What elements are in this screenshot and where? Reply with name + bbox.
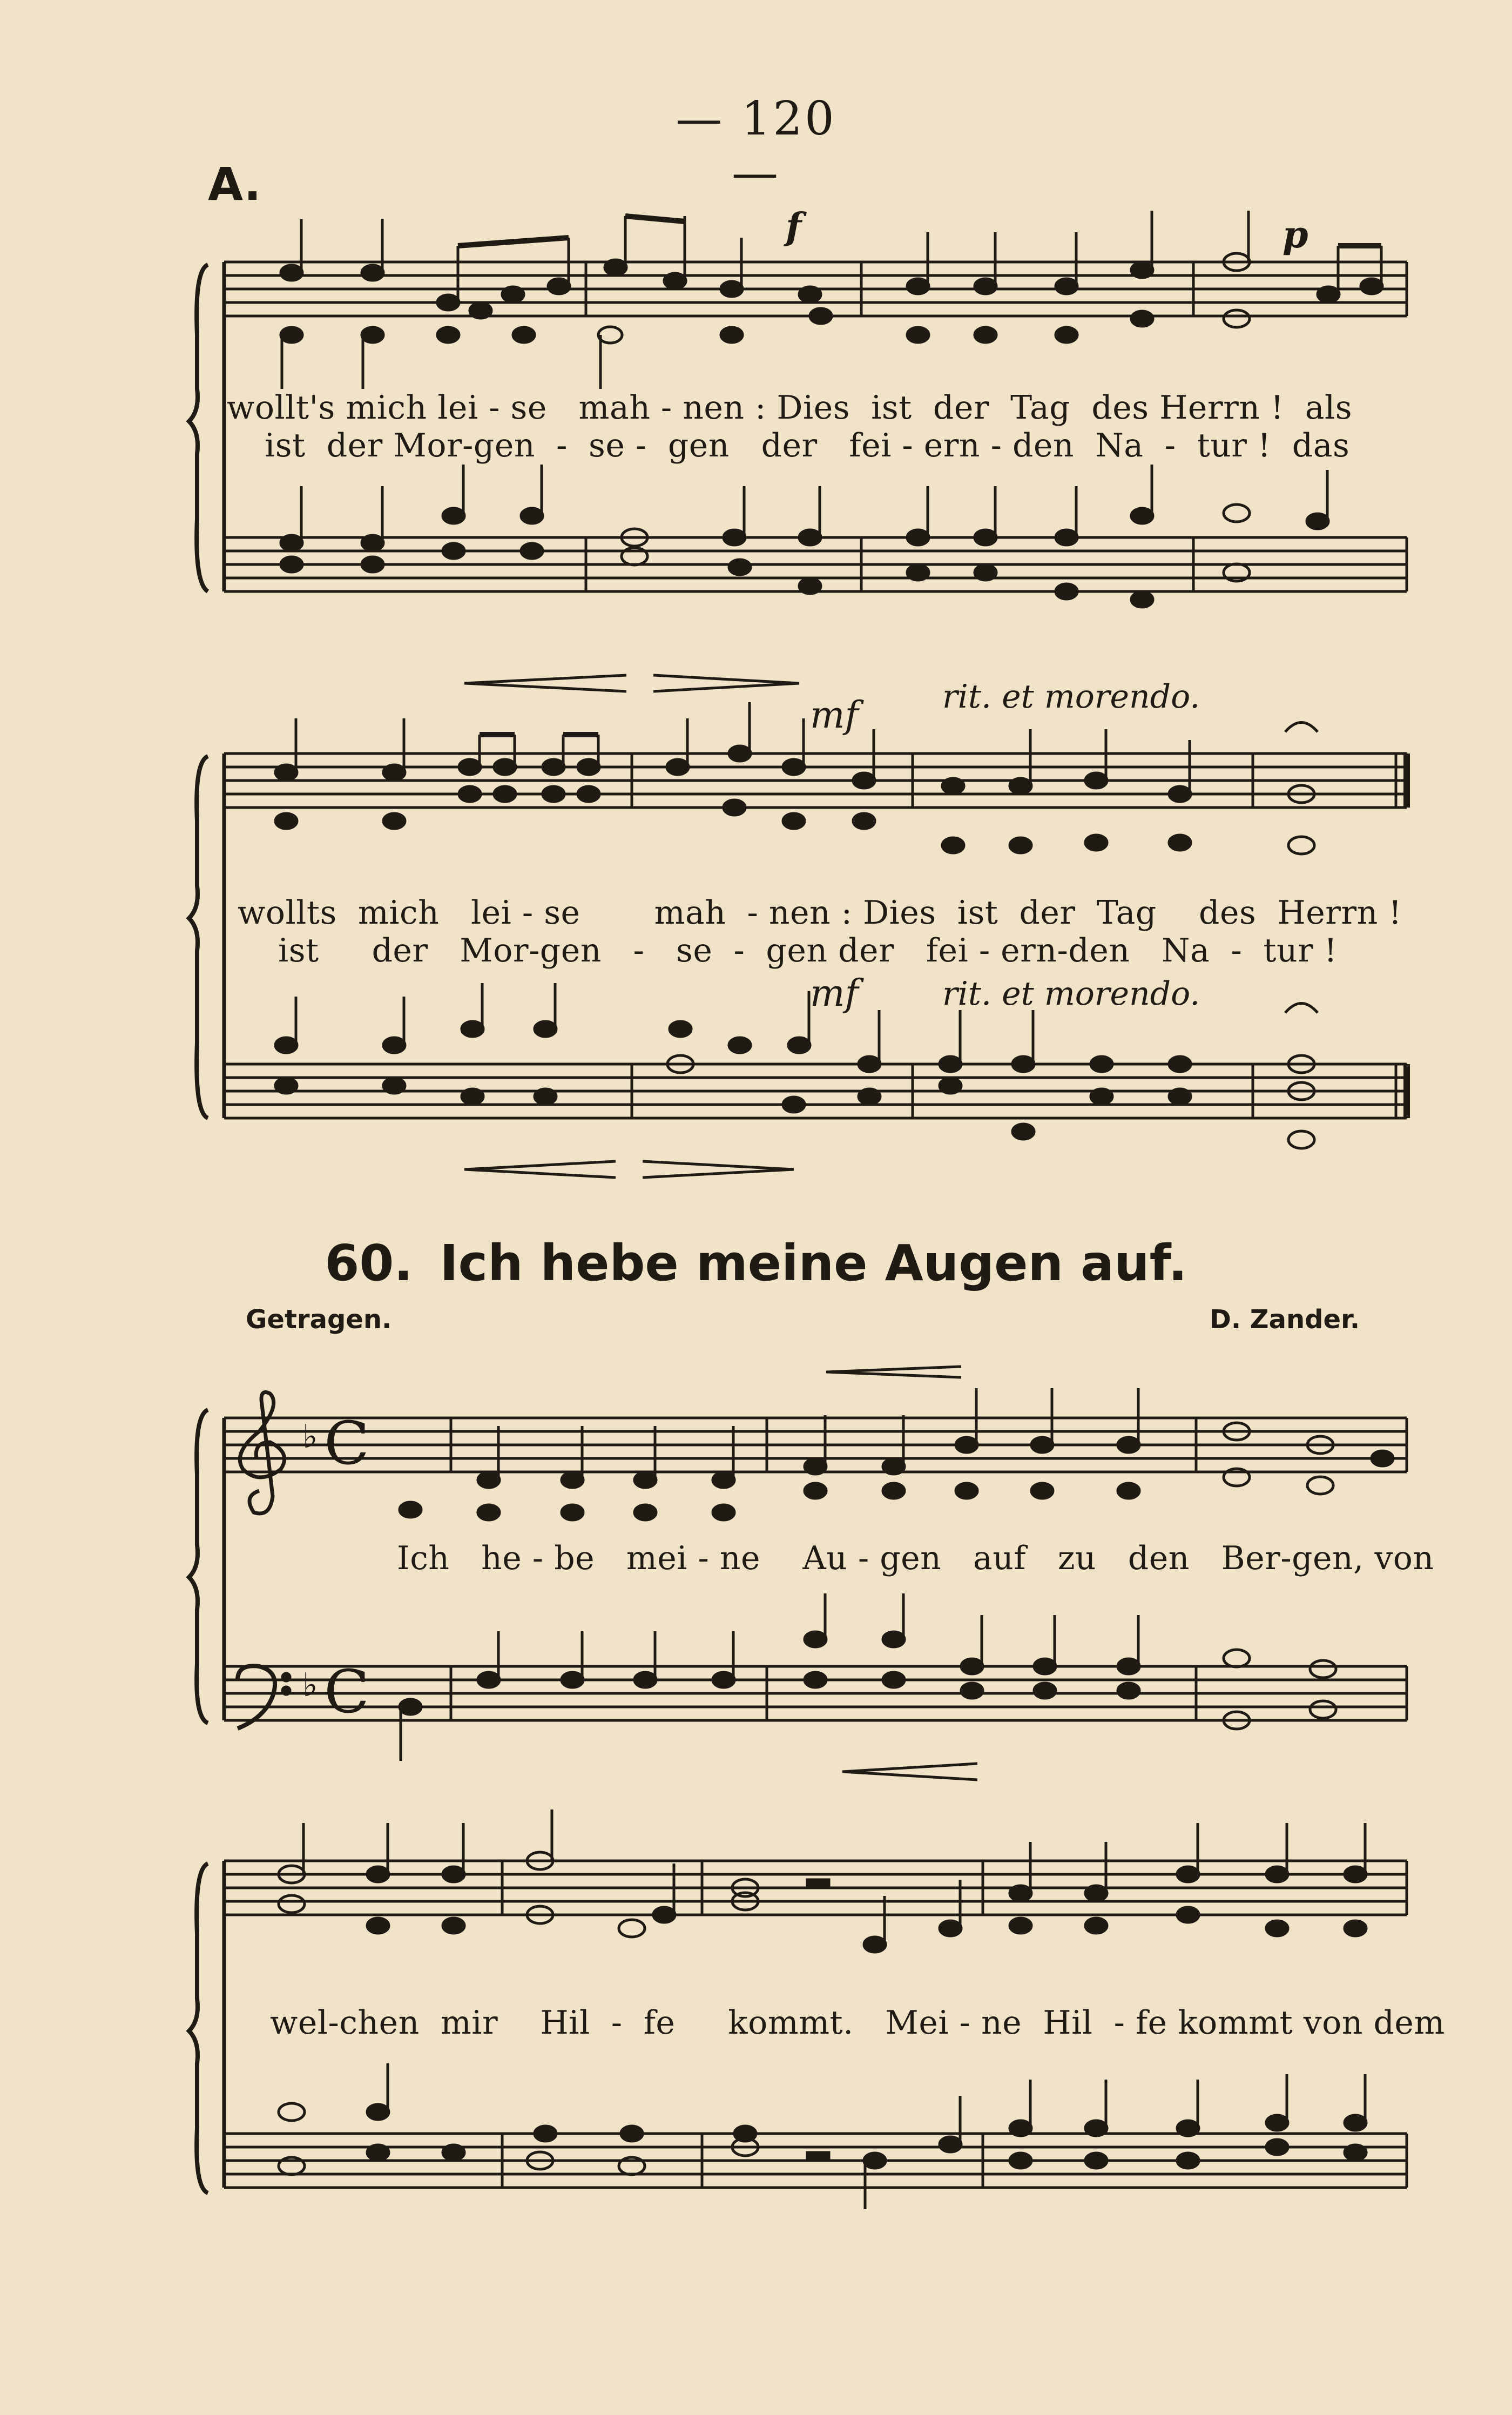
section-label: A. bbox=[208, 158, 261, 211]
svg-text:♭: ♭ bbox=[302, 1666, 318, 1704]
system1-lyrics-verse1: wollt's mich lei - se mah - nen : Dies ist der Tag des Herrn ! als bbox=[227, 389, 1353, 427]
system4-lyrics: wel-chen mir Hil - fe kommt. Mei - ne Hil - fe kommt von dem bbox=[270, 2004, 1445, 2042]
system4-treble-staff bbox=[224, 1861, 1407, 1915]
system1-bass-notes bbox=[281, 465, 1328, 607]
song-heading bbox=[0, 1234, 1512, 1292]
composer-name: D. Zander. bbox=[1210, 1304, 1360, 1335]
song-title: Ich hebe meine Augen auf. bbox=[440, 1234, 1187, 1292]
system2-lyrics-verse1: wollts mich lei - se mah - nen : Dies ist der Tag des Herrn ! bbox=[238, 894, 1402, 932]
system3-lyrics: Ich he - be mei - ne Au - gen auf zu den Ber-gen, von bbox=[397, 1539, 1434, 1577]
song-number: 60. bbox=[325, 1234, 413, 1292]
system4-treble-notes bbox=[279, 1809, 1366, 1952]
system2-treble-notes bbox=[275, 702, 1314, 854]
system3-crescendo bbox=[826, 1367, 961, 1377]
svg-text:C: C bbox=[324, 1409, 370, 1478]
svg-text:C: C bbox=[324, 1657, 370, 1726]
treble-clef bbox=[240, 1393, 284, 1514]
system1-lyrics-verse2: ist der Mor-gen - se - gen der fei - ern - den Na - tur ! das bbox=[265, 427, 1350, 465]
tempo-marking: Getragen. bbox=[246, 1304, 392, 1335]
page-number: — 120 — bbox=[676, 92, 836, 200]
svg-text:♭: ♭ bbox=[302, 1418, 318, 1456]
system2-ritardando: rit. et morendo. bbox=[942, 678, 1200, 716]
dynamic-piano: p bbox=[1282, 213, 1308, 257]
system3-treble-notes bbox=[400, 1388, 1393, 1520]
system2-bass-dynamic-mf: mf bbox=[810, 972, 859, 1015]
system4-bass-staff bbox=[224, 2134, 1407, 2188]
system2-treble-staff bbox=[224, 754, 1407, 808]
system3-bass-hairpin bbox=[842, 1764, 977, 1780]
dynamic-forte: f bbox=[786, 205, 802, 248]
system2-bass-ritardando: rit. et morendo. bbox=[942, 975, 1200, 1013]
system2-lyrics-verse2: ist der Mor-gen - se - gen der fei - ern-den Na - tur ! bbox=[278, 932, 1338, 970]
system1-treble-notes bbox=[281, 211, 1382, 389]
system2-dynamic-mf: mf bbox=[810, 694, 859, 737]
